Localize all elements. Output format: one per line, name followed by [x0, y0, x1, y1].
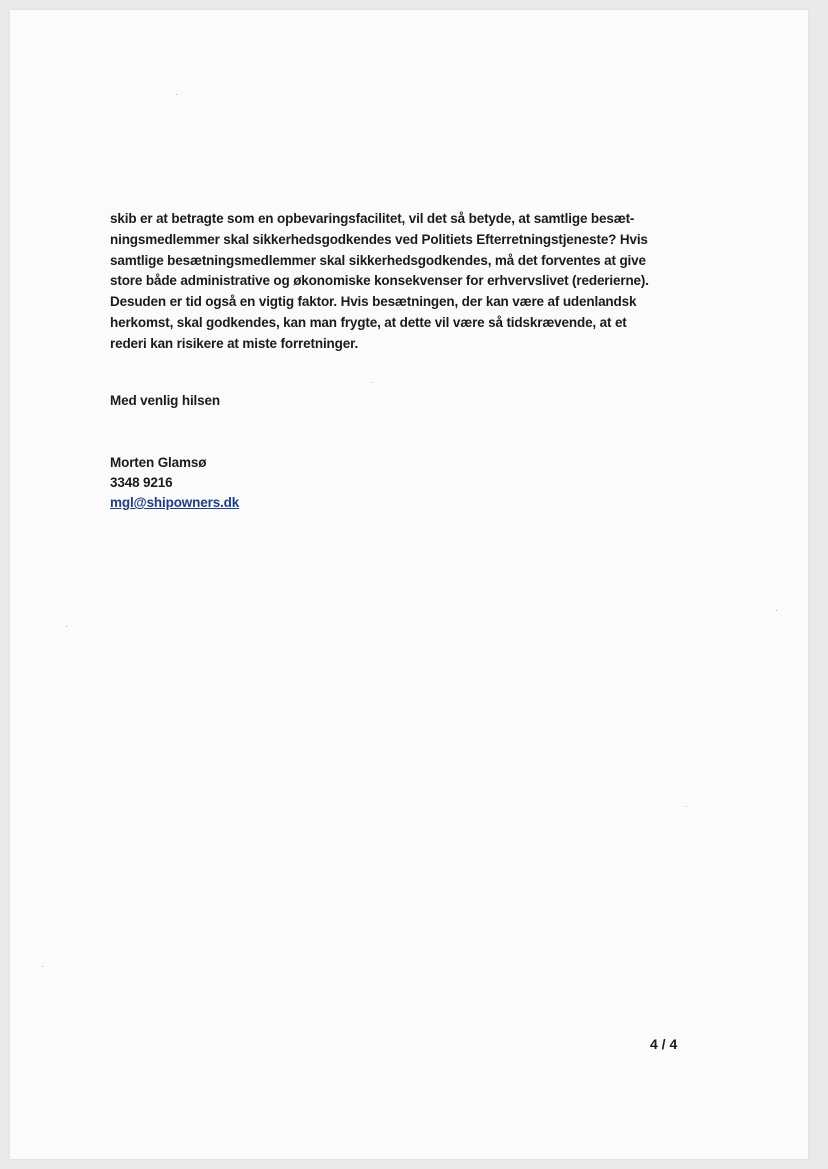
body-line: store både administrative og økonomiske konsekvenser for erhvervslivet (rederierne). [110, 273, 649, 289]
body-paragraph [110, 209, 700, 355]
body-line: Desuden er tid også en vigtig faktor. Hvis besætningen, der kan være af udenlandsk [110, 294, 637, 310]
body-line: samtlige besætningsmedlemmer skal sikkerhedsgodkendes, må det forventes at give [110, 252, 646, 268]
signature-block [110, 453, 239, 513]
body-line: herkomst, skal godkendes, kan man frygte, at dette vil være så tidskrævende, at et [110, 314, 627, 330]
scan-speck [42, 966, 43, 967]
scan-speck [776, 610, 777, 611]
scan-speck [66, 626, 67, 627]
signature-email-link[interactable]: mgl@shipowners.dk [110, 495, 240, 510]
scan-speck [686, 806, 687, 807]
signature-phone: 3348 9216 [110, 475, 173, 490]
body-line: ningsmedlemmer skal sikkerhedsgodkendes ved Politiets Efterretningstjeneste? Hvis [110, 231, 648, 247]
body-line: skib er at betragte som en opbevaringsfacilitet, vil det så betyde, at samtlige besæt- [110, 211, 635, 226]
document-page [10, 10, 808, 1159]
page-number: 4 / 4 [650, 1036, 678, 1052]
body-line: rederi kan risikere at miste forretninger. [110, 335, 359, 351]
signature-name: Morten Glamsø [110, 455, 207, 470]
scan-speck [372, 382, 373, 383]
scan-speck [176, 94, 177, 95]
closing-salutation: Med venlig hilsen [110, 393, 220, 408]
